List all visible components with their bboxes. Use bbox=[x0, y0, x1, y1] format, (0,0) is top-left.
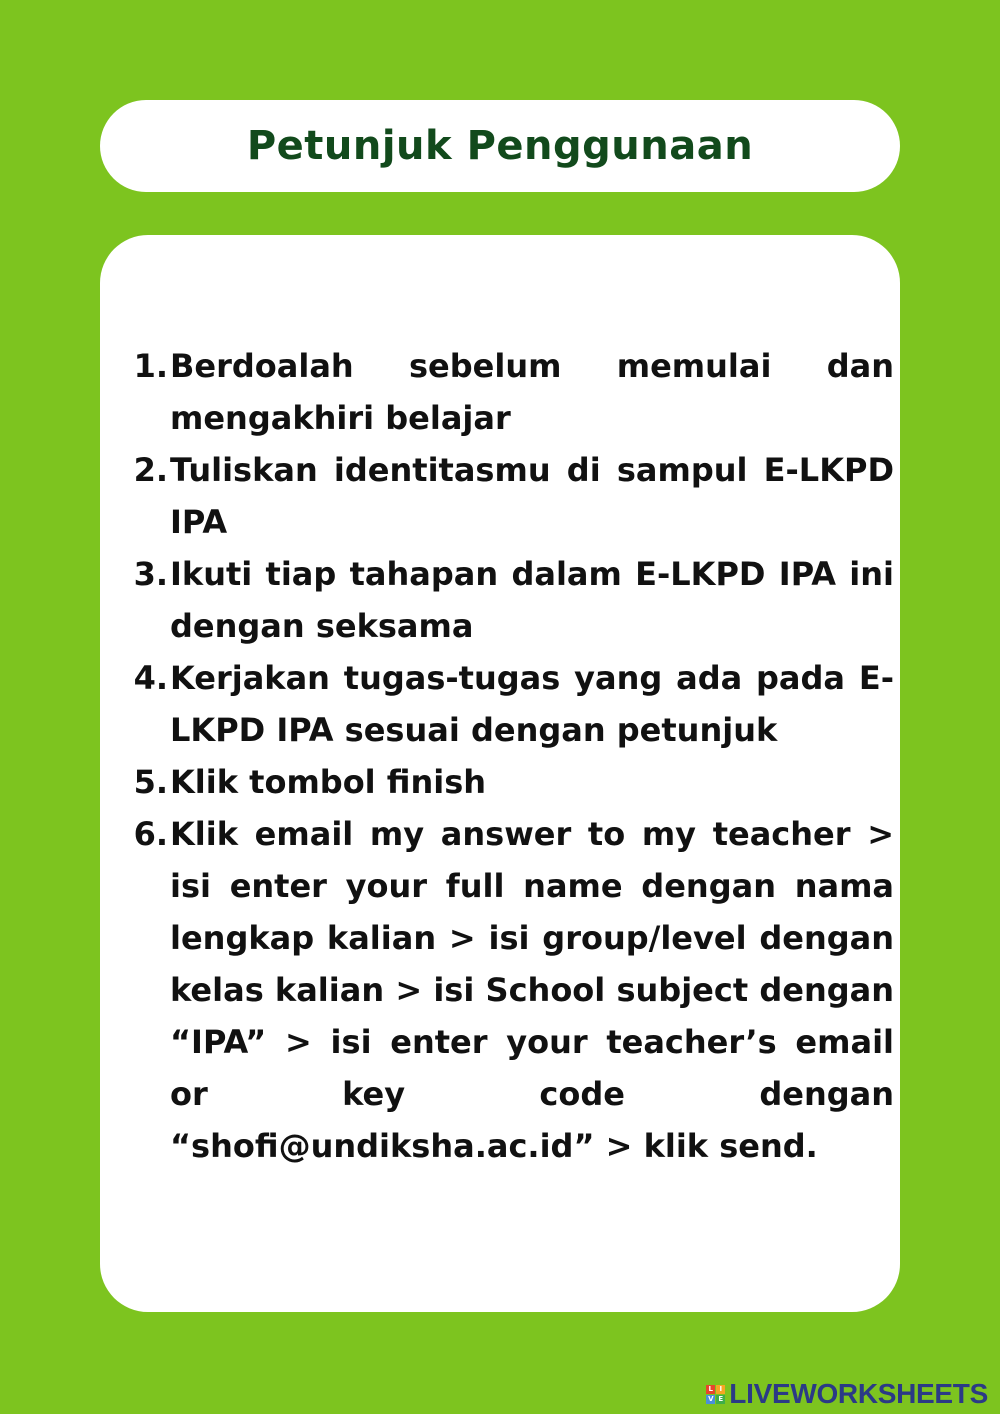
instruction-item bbox=[100, 652, 894, 756]
title-banner bbox=[100, 100, 900, 192]
instruction-number: 4. bbox=[133, 659, 168, 697]
instructions-card bbox=[100, 235, 900, 1312]
instruction-text: Ikuti tiap tahapan dalam E-LKPD IPA ini dengan seksama bbox=[170, 555, 894, 645]
instruction-number: 5. bbox=[133, 763, 168, 801]
instruction-text: Klik tombol finish bbox=[170, 763, 487, 801]
liveworksheets-logo-text: LIVEWORKSHEETS bbox=[729, 1378, 988, 1409]
instruction-item bbox=[100, 548, 894, 652]
liveworksheets-logo-icon: L I V E bbox=[706, 1385, 725, 1404]
instruction-number: 6. bbox=[133, 815, 168, 853]
instruction-number: 1. bbox=[133, 347, 168, 385]
instruction-item bbox=[100, 340, 894, 444]
instruction-text: Kerjakan tugas-tugas yang ada pada E-LKPD IPA sesuai dengan petunjuk bbox=[170, 659, 894, 749]
instruction-text: Tuliskan identitasmu di sampul E-LKPD IPA bbox=[170, 451, 894, 541]
instruction-text: Berdoalah sebelum memulai dan mengakhiri belajar bbox=[170, 347, 894, 437]
instruction-item bbox=[100, 444, 894, 548]
instructions-list bbox=[100, 340, 894, 1172]
instruction-item bbox=[100, 808, 894, 1172]
instruction-text: Klik email my answer to my teacher > isi enter your full name dengan nama lengkap kalian > isi group/level dengan kelas kalian > isi School subject dengan “IPA” > isi enter your teacher’s email or key code dengan “shofi@undiksha.ac.id” > klik send. bbox=[170, 815, 894, 1165]
liveworksheets-logo[interactable] bbox=[706, 1378, 988, 1410]
instruction-item bbox=[100, 756, 894, 808]
instruction-number: 2. bbox=[133, 451, 168, 489]
instruction-number: 3. bbox=[133, 555, 168, 593]
page-title: Petunjuk Penggunaan bbox=[246, 123, 754, 169]
